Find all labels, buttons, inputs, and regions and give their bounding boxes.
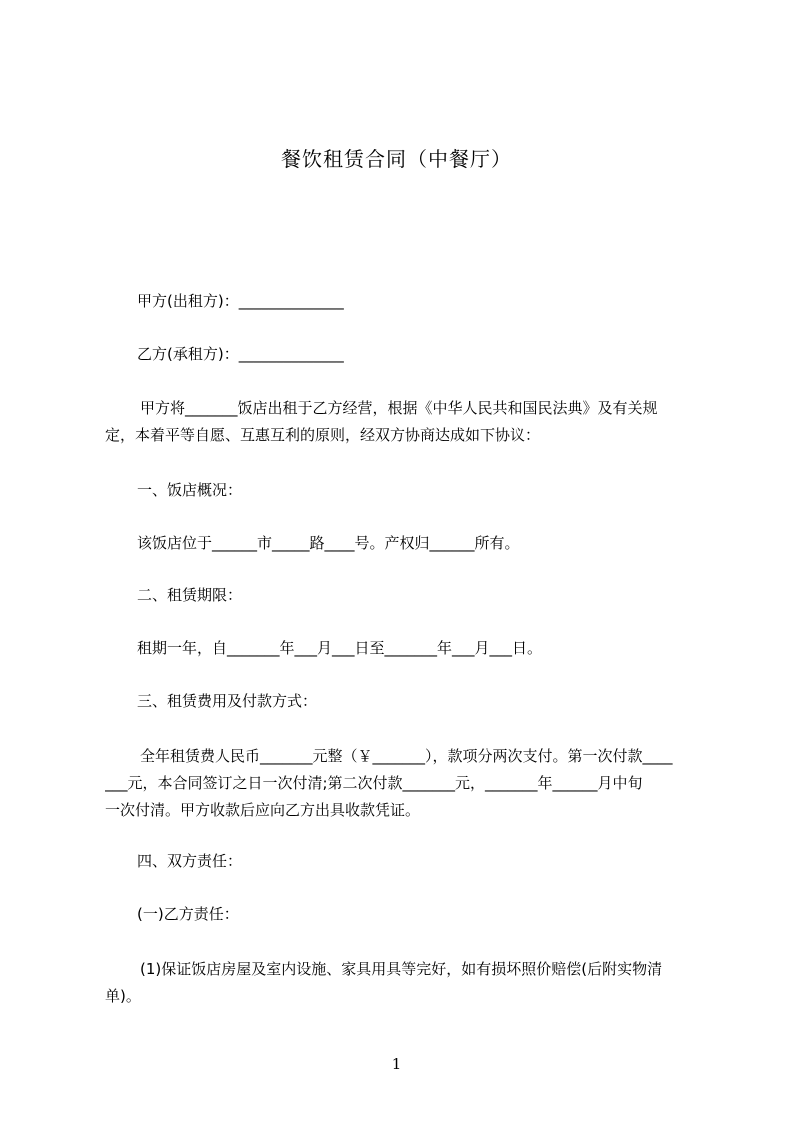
page-number: 1 (391, 1055, 402, 1073)
section-2-heading: 二、租赁期限： (137, 586, 243, 604)
section-4-heading: 四、双方责任： (137, 852, 243, 870)
section-3-paragraph-line-3: 一次付清。甲方收款后应向乙方出具收款凭证。 (105, 801, 421, 819)
section-4-sub-heading: (一)乙方责任： (137, 905, 239, 923)
section-3-paragraph-line-2: ___元，本合同签订之日一次付清;第二次付款_______元，_______年______月中旬 (105, 774, 643, 792)
party-a-line: 甲方(出租方)：______________ (137, 292, 344, 310)
section-2-text: 租期一年，自_______年___月___日至_______年___月___日。 (137, 639, 543, 657)
section-3-heading: 三、租赁费用及付款方式： (137, 692, 318, 710)
section-4-item-1-line-2: 单)。 (105, 987, 141, 1005)
intro-paragraph-line-1: 甲方将_______饭店出租于乙方经营，根据《中华人民共和国民法典》及有关规 (140, 399, 658, 417)
party-b-line: 乙方(承租方)：______________ (137, 345, 344, 363)
contract-title: 餐饮租赁合同（中餐厅） (281, 147, 512, 171)
section-1-heading: 一、饭店概况： (137, 481, 243, 499)
intro-paragraph-line-2: 定，本着平等自愿、互惠互利的原则，经双方协商达成如下协议： (105, 426, 541, 444)
section-4-item-1-line-1: (1)保证饭店房屋及室内设施、家具用具等完好，如有损坏照价赔偿(后附实物清 (140, 960, 663, 978)
section-3-paragraph-line-1: 全年租赁费人民币_______元整（￥_______），款项分两次支付。第一次付款____ (140, 747, 673, 765)
section-1-text: 该饭店位于______市_____路____号。产权归______所有。 (137, 534, 520, 552)
